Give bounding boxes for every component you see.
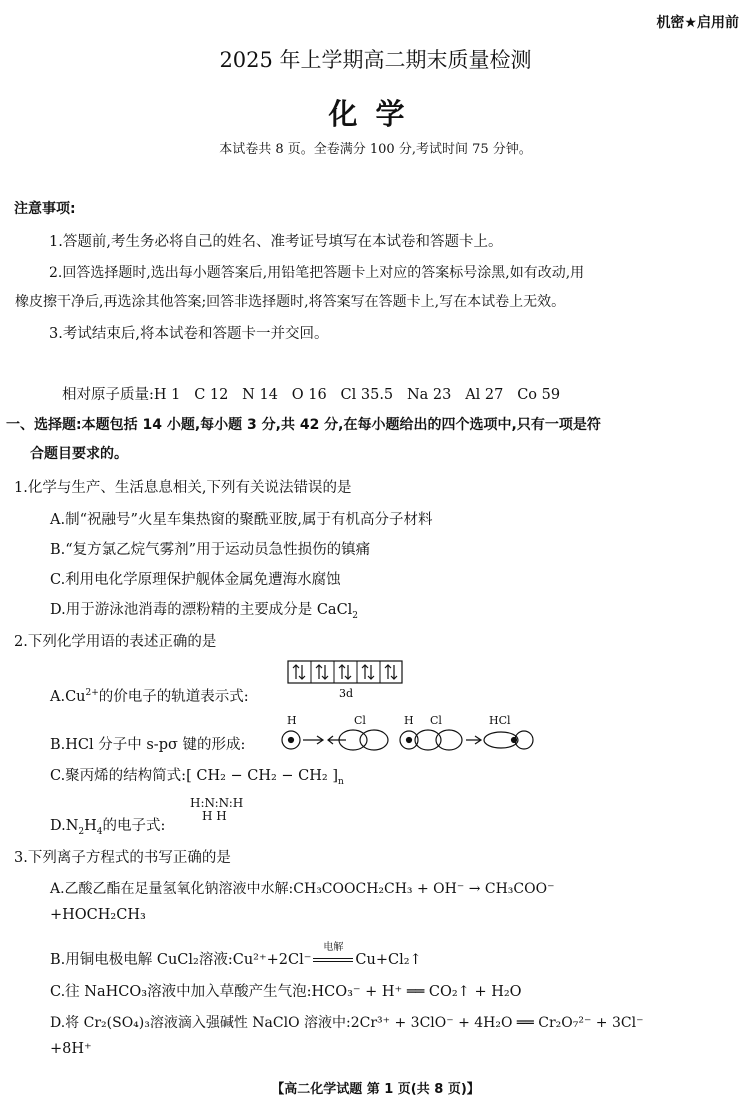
section-1-heading-line-2: 合题目要求的。 — [30, 446, 128, 462]
orbital-label: 3d — [339, 687, 354, 700]
q3-option-b: B.用铜电极电解 CuCl₂溶液:Cu²⁺+2Cl⁻ 电解 Cu+Cl₂↑ — [50, 948, 422, 969]
q2-stem: 2.下列化学用语的表述正确的是 — [14, 634, 217, 650]
notice-item-2-line-1: 2.回答选择题时,选出每小题答案后,用铅笔把答题卡上对应的答案标号涂黑,如有改动,用 — [49, 265, 585, 281]
electrolysis-condition: 电解 — [323, 942, 344, 953]
atomic-masses — [62, 383, 560, 404]
q3-option-c: C.往 NaHCO₃溶液中加入草酸产生气泡:HCO₃⁻ + H⁺ ══ CO₂↑ + H₂O — [50, 984, 522, 1000]
q3-option-a-line-2: +HOCH₂CH₃ — [50, 907, 146, 923]
label-h-1: H — [287, 714, 297, 727]
subject-title: 化学 — [328, 97, 423, 131]
atomic-masses-label: 相对原子质量: — [62, 387, 154, 403]
q2-option-c: C.聚丙烯的结构简式:[ CH₂ − CH₂ − CH₂ ]$_n$ — [50, 768, 344, 787]
atomic-masses-values: H 1 C 12 N 14 O 16 Cl 35.5 Na 23 Al 27 Co 59 — [153, 387, 561, 403]
q3-stem: 3.下列离子方程式的书写正确的是 — [14, 850, 231, 866]
page-footer: 【高二化学试题 第 1 页(共 8 页)】 — [271, 1082, 480, 1097]
orbital-diagram — [287, 660, 407, 702]
q2-option-d: $D.N_2H_4$的电子式: — [50, 818, 166, 837]
q2-option-b: B.HCl 分子中 s-pσ 键的形成: — [50, 737, 246, 753]
confidential-label: 机密★启用前 — [656, 15, 739, 31]
label-cl-1: Cl — [354, 714, 366, 727]
notice-heading: 注意事项: — [14, 201, 76, 217]
q1-stem: 1.化学与生产、生活息息相关,下列有关说法错误的是 — [14, 480, 352, 496]
q1-option-c: C.利用电化学原理保护舰体金属免遭海水腐蚀 — [50, 572, 341, 588]
q1-option-d: D.用于游泳池消毒的漂粉精的主要成分是 CaCl$_2$ — [50, 602, 359, 621]
q1-option-b: B.“复方氯乙烷气雾剂”用于运动员急性损伤的镇痛 — [50, 542, 371, 558]
label-hcl: HCl — [489, 714, 511, 727]
label-h-2: H — [404, 714, 414, 727]
notice-item-2-line-2: 橡皮擦干净后,再选涂其他答案;回答非选择题时,将答案写在答题卡上,写在本试卷上无效。 — [15, 294, 566, 310]
n2h4-electron-formula: H:N:N:H H H — [190, 796, 244, 823]
exam-title: 2025 年上学期高二期末质量检测 — [219, 48, 532, 72]
q3-option-d-line-1: D.将 Cr₂(SO₄)₃溶液滴入强碱性 NaClO 溶液中:2Cr³⁺ + 3ClO⁻ + 4H₂O ══ Cr₂O₇²⁻ + 3Cl⁻ — [50, 1015, 644, 1031]
notice-item-1: 1.答题前,考生务必将自己的姓名、准考证号填写在本试卷和答题卡上。 — [49, 234, 503, 250]
q1-option-a: A.制“祝融号”火星车集热窗的聚酰亚胺,属于有机高分子材料 — [50, 512, 433, 528]
exam-intro: 本试卷共 8 页。全卷满分 100 分,考试时间 75 分钟。 — [219, 142, 532, 157]
hcl-bond-diagram — [276, 713, 536, 759]
q2-option-a: $A.Cu^{2+}$的价电子的轨道表示式: — [50, 688, 249, 705]
notice-item-3: 3.考试结束后,将本试卷和答题卡一并交回。 — [49, 326, 329, 342]
q3-option-a-line-1: A.乙酸乙酯在足量氢氧化钠溶液中水解:CH₃COOCH₂CH₃ + OH⁻ → CH₃COO⁻ — [50, 881, 555, 897]
label-cl-2: Cl — [430, 714, 442, 727]
q3-option-d-line-2: +8H⁺ — [50, 1041, 92, 1057]
section-1-heading-line-1: 一、选择题:本题包括 14 小题,每小题 3 分,共 42 分,在每小题给出的四个选项中,只有一项是符 — [6, 417, 601, 433]
